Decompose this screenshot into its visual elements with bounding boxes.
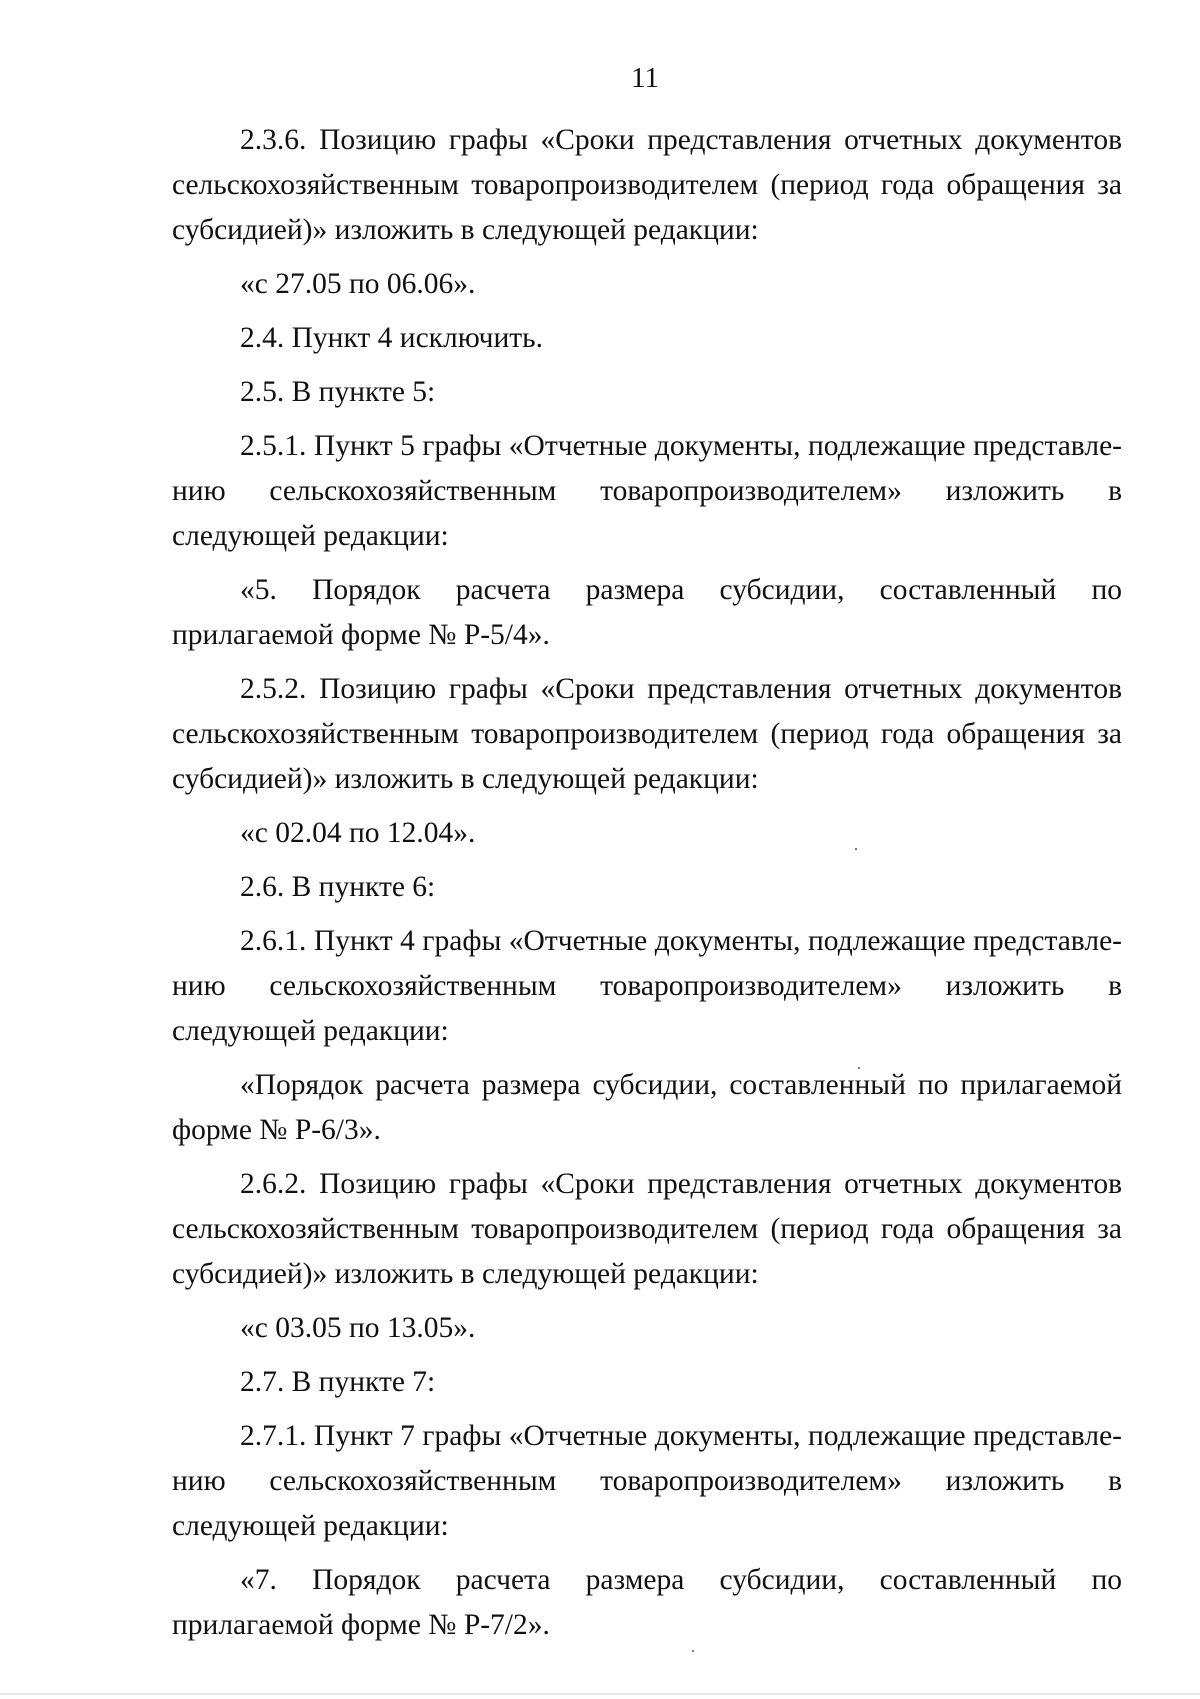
paragraph-quote-form-r-7-2: «7. Порядок расчета размера субсидии, составленный по прилагаемой форме № Р-7/2». [172,1564,1122,1641]
scan-speck [855,848,857,850]
paragraph-2-7-1: 2.7.1. Пункт 7 графы «Отчетные документы, подлежащие представле-нию сельскохозяйственным товаропроизводителем» изложить в следующей редакции: [172,1420,1122,1542]
page-number: 11 [631,62,659,94]
paragraph-2-5-2: 2.5.2. Позицию графы «Сроки представления отчетных документов сельскохозяйственным товаропроизводителем (период года обращения за субсидией)» изложить в следующей редакции: [172,673,1122,795]
scan-speck [858,1067,860,1069]
paragraph-2-5-1: 2.5.1. Пункт 5 графы «Отчетные документы, подлежащие представле-нию сельскохозяйственным товаропроизводителем» изложить в следующей редакции: [172,430,1122,552]
scan-speck [692,1650,694,1652]
paragraph-2-6-1: 2.6.1. Пункт 4 графы «Отчетные документы, подлежащие представле-нию сельскохозяйственным товаропроизводителем» изложить в следующей редакции: [172,925,1122,1047]
paragraph-quote-form-r-5-4: «5. Порядок расчета размера субсидии, составленный по прилагаемой форме № Р-5/4». [172,574,1122,651]
paragraph-2-7: 2.7. В пункте 7: [240,1366,436,1398]
paragraph-quote-date-range: «с 27.05 по 06.06». [240,268,476,300]
paragraph-quote-date-range: «с 02.04 по 12.04». [240,817,476,849]
paragraph-2-4: 2.4. Пункт 4 исключить. [240,322,543,354]
paragraph-quote-date-range: «с 03.05 по 13.05». [240,1312,476,1344]
paragraph-2-6-2: 2.6.2. Позицию графы «Сроки представления отчетных документов сельскохозяйственным товаропроизводителем (период года обращения за субсидией)» изложить в следующей редакции: [172,1168,1122,1290]
paragraph-2-3-6: 2.3.6. Позицию графы «Сроки представления отчетных документов сельскохозяйственным товаропроизводителем (период года обращения за субсидией)» изложить в следующей редакции: [172,124,1122,246]
paragraph-quote-form-r-6-3: «Порядок расчета размера субсидии, составленный по прилагаемой форме № Р-6/3». [172,1069,1122,1146]
document-body [172,118,1122,1657]
paragraph-2-6: 2.6. В пункте 6: [240,871,436,903]
paragraph-2-5: 2.5. В пункте 5: [240,376,436,408]
scan-edge-line [0,1693,1200,1695]
